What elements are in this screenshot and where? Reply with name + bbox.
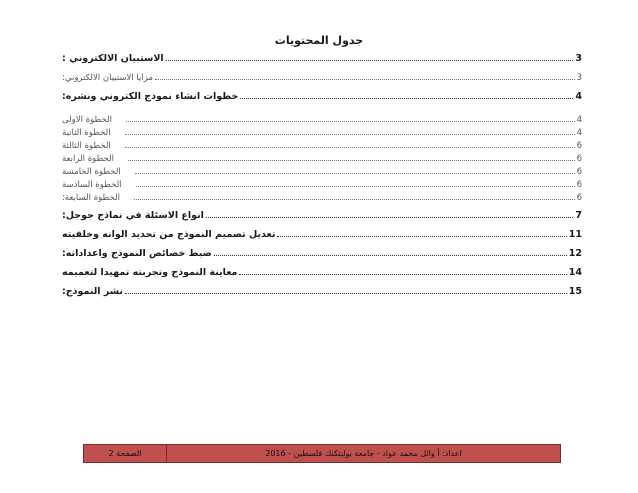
- toc-entry-label: الخطوة الرابعة: [62, 154, 114, 164]
- dot-leader: [239, 274, 566, 275]
- toc-entry-label: نشر النموذج:: [62, 286, 123, 297]
- toc-entry-preview-form[interactable]: [60, 264, 582, 278]
- dot-leader: [125, 293, 567, 294]
- toc-entry-label: انواع الاسئلة في نماذج جوجل:: [62, 210, 204, 221]
- toc-entry-label: الخطوة الاولى: [62, 115, 112, 125]
- footer-page-number: الصفحة 2: [108, 449, 142, 458]
- footer-divider: [166, 445, 167, 462]
- toc-entry-edit-design[interactable]: [60, 226, 582, 240]
- toc-entry-label: خطوات انشاء نموذج الكتروني ونشره:: [62, 91, 239, 102]
- toc-entry-step-5[interactable]: [60, 163, 582, 177]
- toc-entry-page: 3: [576, 73, 582, 83]
- toc-entry-page: 3: [575, 53, 582, 64]
- dot-leader: [155, 79, 575, 80]
- toc-entry-label: تعديل تصميم النموذج من تحديد الوانه وخلفيته: [62, 229, 276, 240]
- toc-entry-step-3[interactable]: [60, 137, 582, 151]
- toc-entry-page: 4: [575, 91, 582, 102]
- dot-leader: [126, 121, 575, 122]
- dot-leader: [125, 147, 575, 148]
- toc-entry-form-settings[interactable]: [60, 245, 582, 259]
- toc-entry-page: 12: [568, 248, 582, 259]
- toc-entry-label: الخطوة الثالثة: [62, 141, 111, 151]
- toc-entry-page: 6: [576, 180, 582, 190]
- toc-entry-label: معاينة النموذج وتجربته تمهيدا لتعميمه: [62, 267, 238, 278]
- page-footer: [83, 444, 561, 463]
- toc-entry-step-6[interactable]: [60, 176, 582, 190]
- dot-leader: [135, 173, 575, 174]
- toc-entry-page: 11: [568, 229, 582, 240]
- toc-entry-step-1[interactable]: [60, 111, 582, 125]
- dot-leader: [128, 160, 575, 161]
- dot-leader: [277, 236, 566, 237]
- toc-entry-page: 6: [576, 141, 582, 151]
- dot-leader: [240, 98, 573, 99]
- toc-entry-question-types[interactable]: [60, 207, 582, 221]
- toc-entry-page: 6: [576, 167, 582, 177]
- toc-entry-label: الخطوة السابعة:: [62, 193, 120, 203]
- toc-entry-page: 6: [576, 154, 582, 164]
- toc-entry-page: 4: [576, 115, 582, 125]
- toc-entry-page: 6: [576, 193, 582, 203]
- dot-leader: [166, 60, 574, 61]
- toc-entry-page: 7: [575, 210, 582, 221]
- toc-entry-publish-form[interactable]: [60, 283, 582, 297]
- dot-leader: [214, 255, 567, 256]
- toc-entry-create-form-steps[interactable]: [60, 88, 582, 102]
- toc-entry-label: الخطوة الثانية: [62, 128, 111, 138]
- toc-entry-electronic-survey[interactable]: [60, 50, 582, 64]
- footer-credit: اعداد: أ وائل محمد عواد - جامعة بوليتكنك فلسطين - 2016: [265, 449, 462, 458]
- toc-entry-step-7[interactable]: [60, 189, 582, 203]
- toc-entry-survey-advantages[interactable]: [60, 69, 582, 83]
- toc-entry-step-4[interactable]: [60, 150, 582, 164]
- toc-title: جدول المحتويات: [274, 34, 364, 47]
- dot-leader: [125, 134, 575, 135]
- toc-entry-page: 14: [568, 267, 582, 278]
- toc-entry-label: الخطوة الخامسة: [62, 167, 121, 177]
- dot-leader: [134, 199, 575, 200]
- dot-leader: [136, 186, 575, 187]
- dot-leader: [206, 217, 573, 218]
- toc-entry-page: 4: [576, 128, 582, 138]
- toc-entry-label: الخطوة السادسة: [62, 180, 122, 190]
- toc-entry-label: الاستبيان الالكتروني :: [62, 53, 164, 64]
- toc-entry-label: ضبط خصائص النموذج واعداداته:: [62, 248, 212, 259]
- toc-entry-page: 15: [568, 286, 582, 297]
- toc-entry-label: مزايا الاستبيان الالكتروني:: [62, 73, 153, 83]
- toc-entry-step-2[interactable]: [60, 124, 582, 138]
